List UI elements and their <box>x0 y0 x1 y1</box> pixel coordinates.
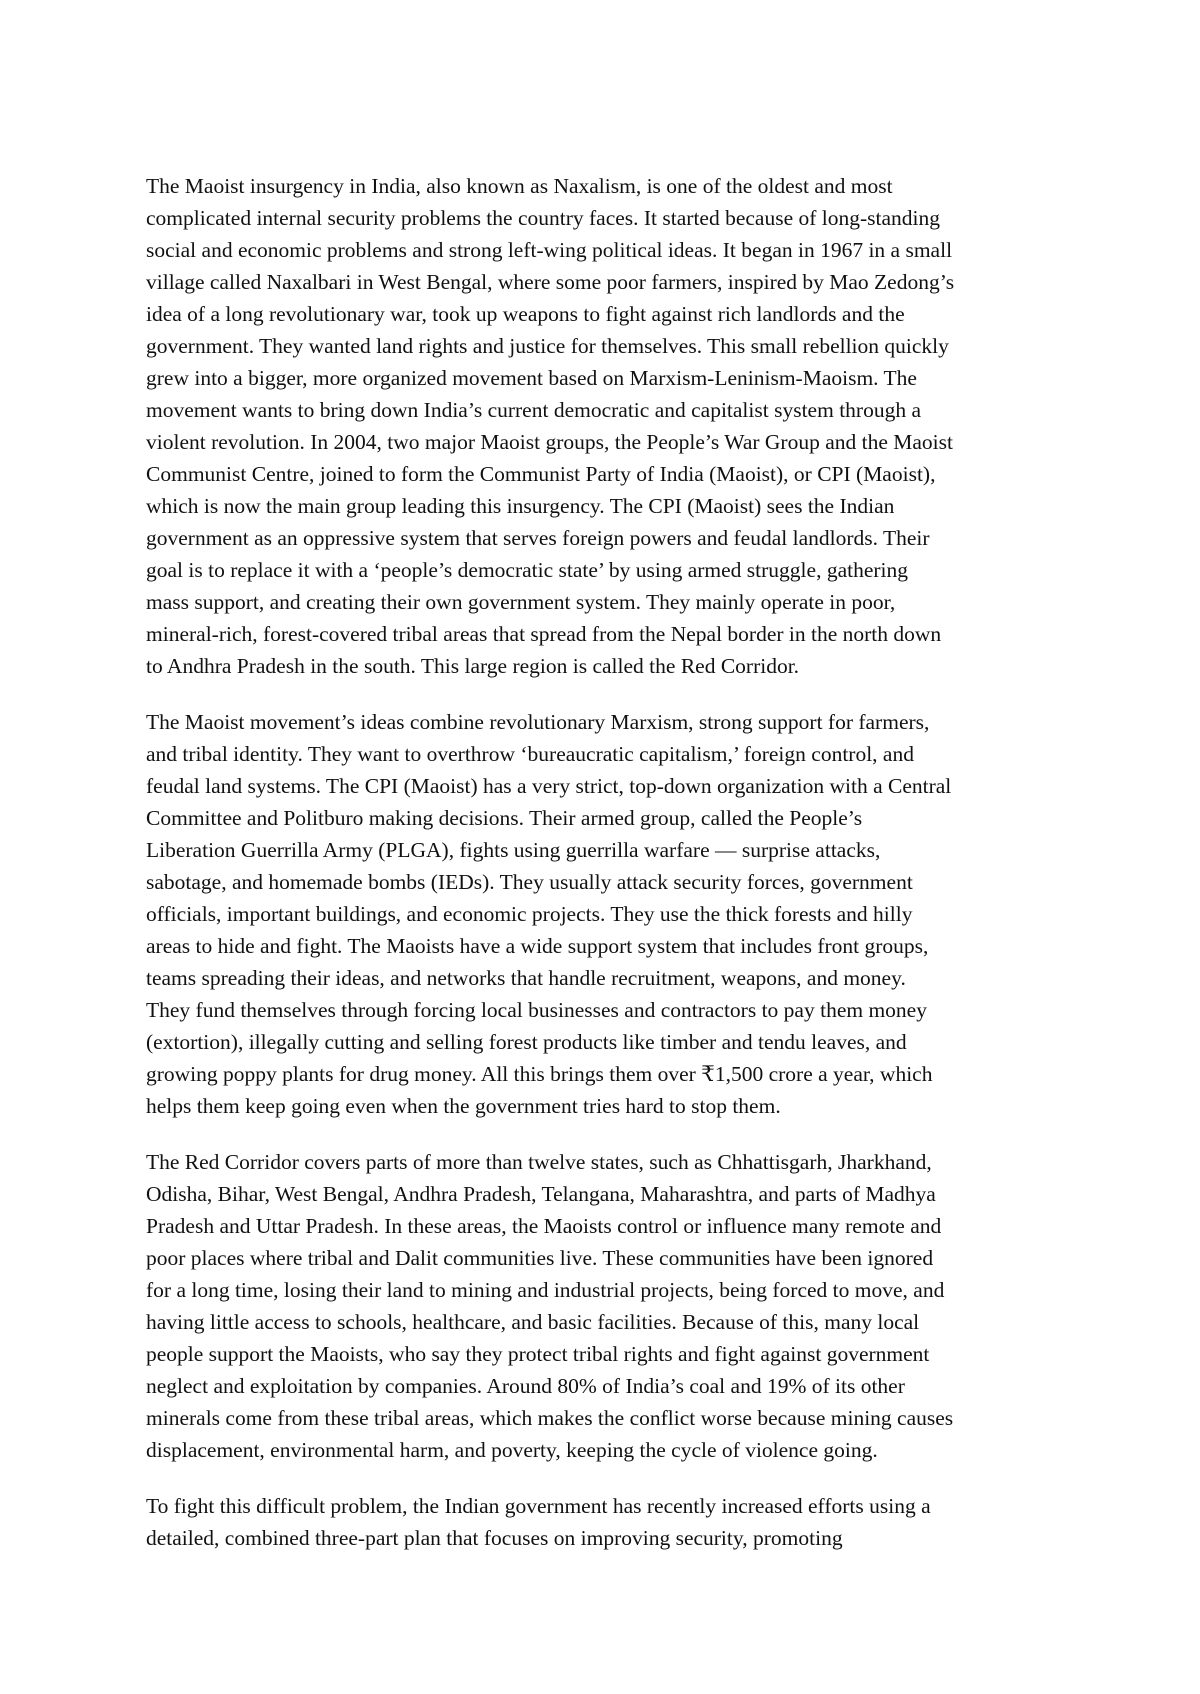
text-line: mineral-rich, forest-covered tribal areas that spread from the Nepal border in the north down <box>146 622 942 646</box>
text-line: officials, important buildings, and economic projects. They use the thick forests and hilly <box>146 902 913 926</box>
document-body <box>146 170 1086 1578</box>
text-line: The Maoist insurgency in India, also known as Naxalism, is one of the oldest and most <box>146 174 893 198</box>
text-line: sabotage, and homemade bombs (IEDs). They usually attack security forces, government <box>146 870 913 894</box>
text-line: The Red Corridor covers parts of more than twelve states, such as Chhattisgarh, Jharkhand, <box>146 1150 932 1174</box>
text-line: violent revolution. In 2004, two major Maoist groups, the People’s War Group and the Maoist <box>146 430 953 454</box>
text-line: poor places where tribal and Dalit communities live. These communities have been ignored <box>146 1246 934 1270</box>
text-line: The Maoist movement’s ideas combine revolutionary Marxism, strong support for farmers, <box>146 710 930 734</box>
text-line: having little access to schools, healthcare, and basic facilities. Because of this, many local <box>146 1310 920 1334</box>
text-line: (extortion), illegally cutting and selling forest products like timber and tendu leaves, and <box>146 1030 907 1054</box>
text-line: idea of a long revolutionary war, took up weapons to fight against rich landlords and the <box>146 302 905 326</box>
text-line: They fund themselves through forcing local businesses and contractors to pay them money <box>146 998 927 1022</box>
text-line: Communist Centre, joined to form the Communist Party of India (Maoist), or CPI (Maoist), <box>146 462 936 486</box>
text-line: government. They wanted land rights and justice for themselves. This small rebellion quickly <box>146 334 949 358</box>
text-line: growing poppy plants for drug money. All this brings them over ₹1,500 crore a year, which <box>146 1062 933 1086</box>
text-line: for a long time, losing their land to mining and industrial projects, being forced to move, and <box>146 1278 945 1302</box>
text-line: government as an oppressive system that serves foreign powers and feudal landlords. Their <box>146 526 930 550</box>
text-line: village called Naxalbari in West Bengal, where some poor farmers, inspired by Mao Zedong’s <box>146 270 955 294</box>
paragraph <box>146 170 1086 682</box>
text-line: and tribal identity. They want to overthrow ‘bureaucratic capitalism,’ foreign control, and <box>146 742 914 766</box>
text-line: feudal land systems. The CPI (Maoist) has a very strict, top-down organization with a Central <box>146 774 952 798</box>
text-line: grew into a bigger, more organized movement based on Marxism-Leninism-Maoism. The <box>146 366 917 390</box>
text-line: complicated internal security problems the country faces. It started because of long-standing <box>146 206 941 230</box>
paragraph <box>146 1146 1086 1466</box>
text-line: teams spreading their ideas, and networks that handle recruitment, weapons, and money. <box>146 966 906 990</box>
text-line: Odisha, Bihar, West Bengal, Andhra Pradesh, Telangana, Maharashtra, and parts of Madhya <box>146 1182 936 1206</box>
text-line: detailed, combined three-part plan that focuses on improving security, promoting <box>146 1526 843 1550</box>
text-line: Committee and Politburo making decisions. Their armed group, called the People’s <box>146 806 863 830</box>
text-line: Pradesh and Uttar Pradesh. In these areas, the Maoists control or influence many remote and <box>146 1214 942 1238</box>
text-line: social and economic problems and strong left-wing political ideas. It began in 1967 in a small <box>146 238 953 262</box>
paragraph <box>146 706 1086 1122</box>
text-line: movement wants to bring down India’s current democratic and capitalist system through a <box>146 398 921 422</box>
text-line: to Andhra Pradesh in the south. This large region is called the Red Corridor. <box>146 654 800 678</box>
text-line: people support the Maoists, who say they protect tribal rights and fight against government <box>146 1342 930 1366</box>
text-line: minerals come from these tribal areas, which makes the conflict worse because mining causes <box>146 1406 954 1430</box>
text-line: helps them keep going even when the government tries hard to stop them. <box>146 1094 781 1118</box>
text-line: goal is to replace it with a ‘people’s democratic state’ by using armed struggle, gathering <box>146 558 909 582</box>
text-line: mass support, and creating their own government system. They mainly operate in poor, <box>146 590 896 614</box>
text-line: neglect and exploitation by companies. Around 80% of India’s coal and 19% of its other <box>146 1374 905 1398</box>
text-line: which is now the main group leading this insurgency. The CPI (Maoist) sees the Indian <box>146 494 895 518</box>
paragraph <box>146 1490 1086 1554</box>
text-line: areas to hide and fight. The Maoists have a wide support system that includes front groups, <box>146 934 929 958</box>
text-line: Liberation Guerrilla Army (PLGA), fights using guerrilla warfare — surprise attacks, <box>146 838 881 862</box>
text-line: To fight this difficult problem, the Indian government has recently increased efforts using a <box>146 1494 931 1518</box>
text-line: displacement, environmental harm, and poverty, keeping the cycle of violence going. <box>146 1438 878 1462</box>
